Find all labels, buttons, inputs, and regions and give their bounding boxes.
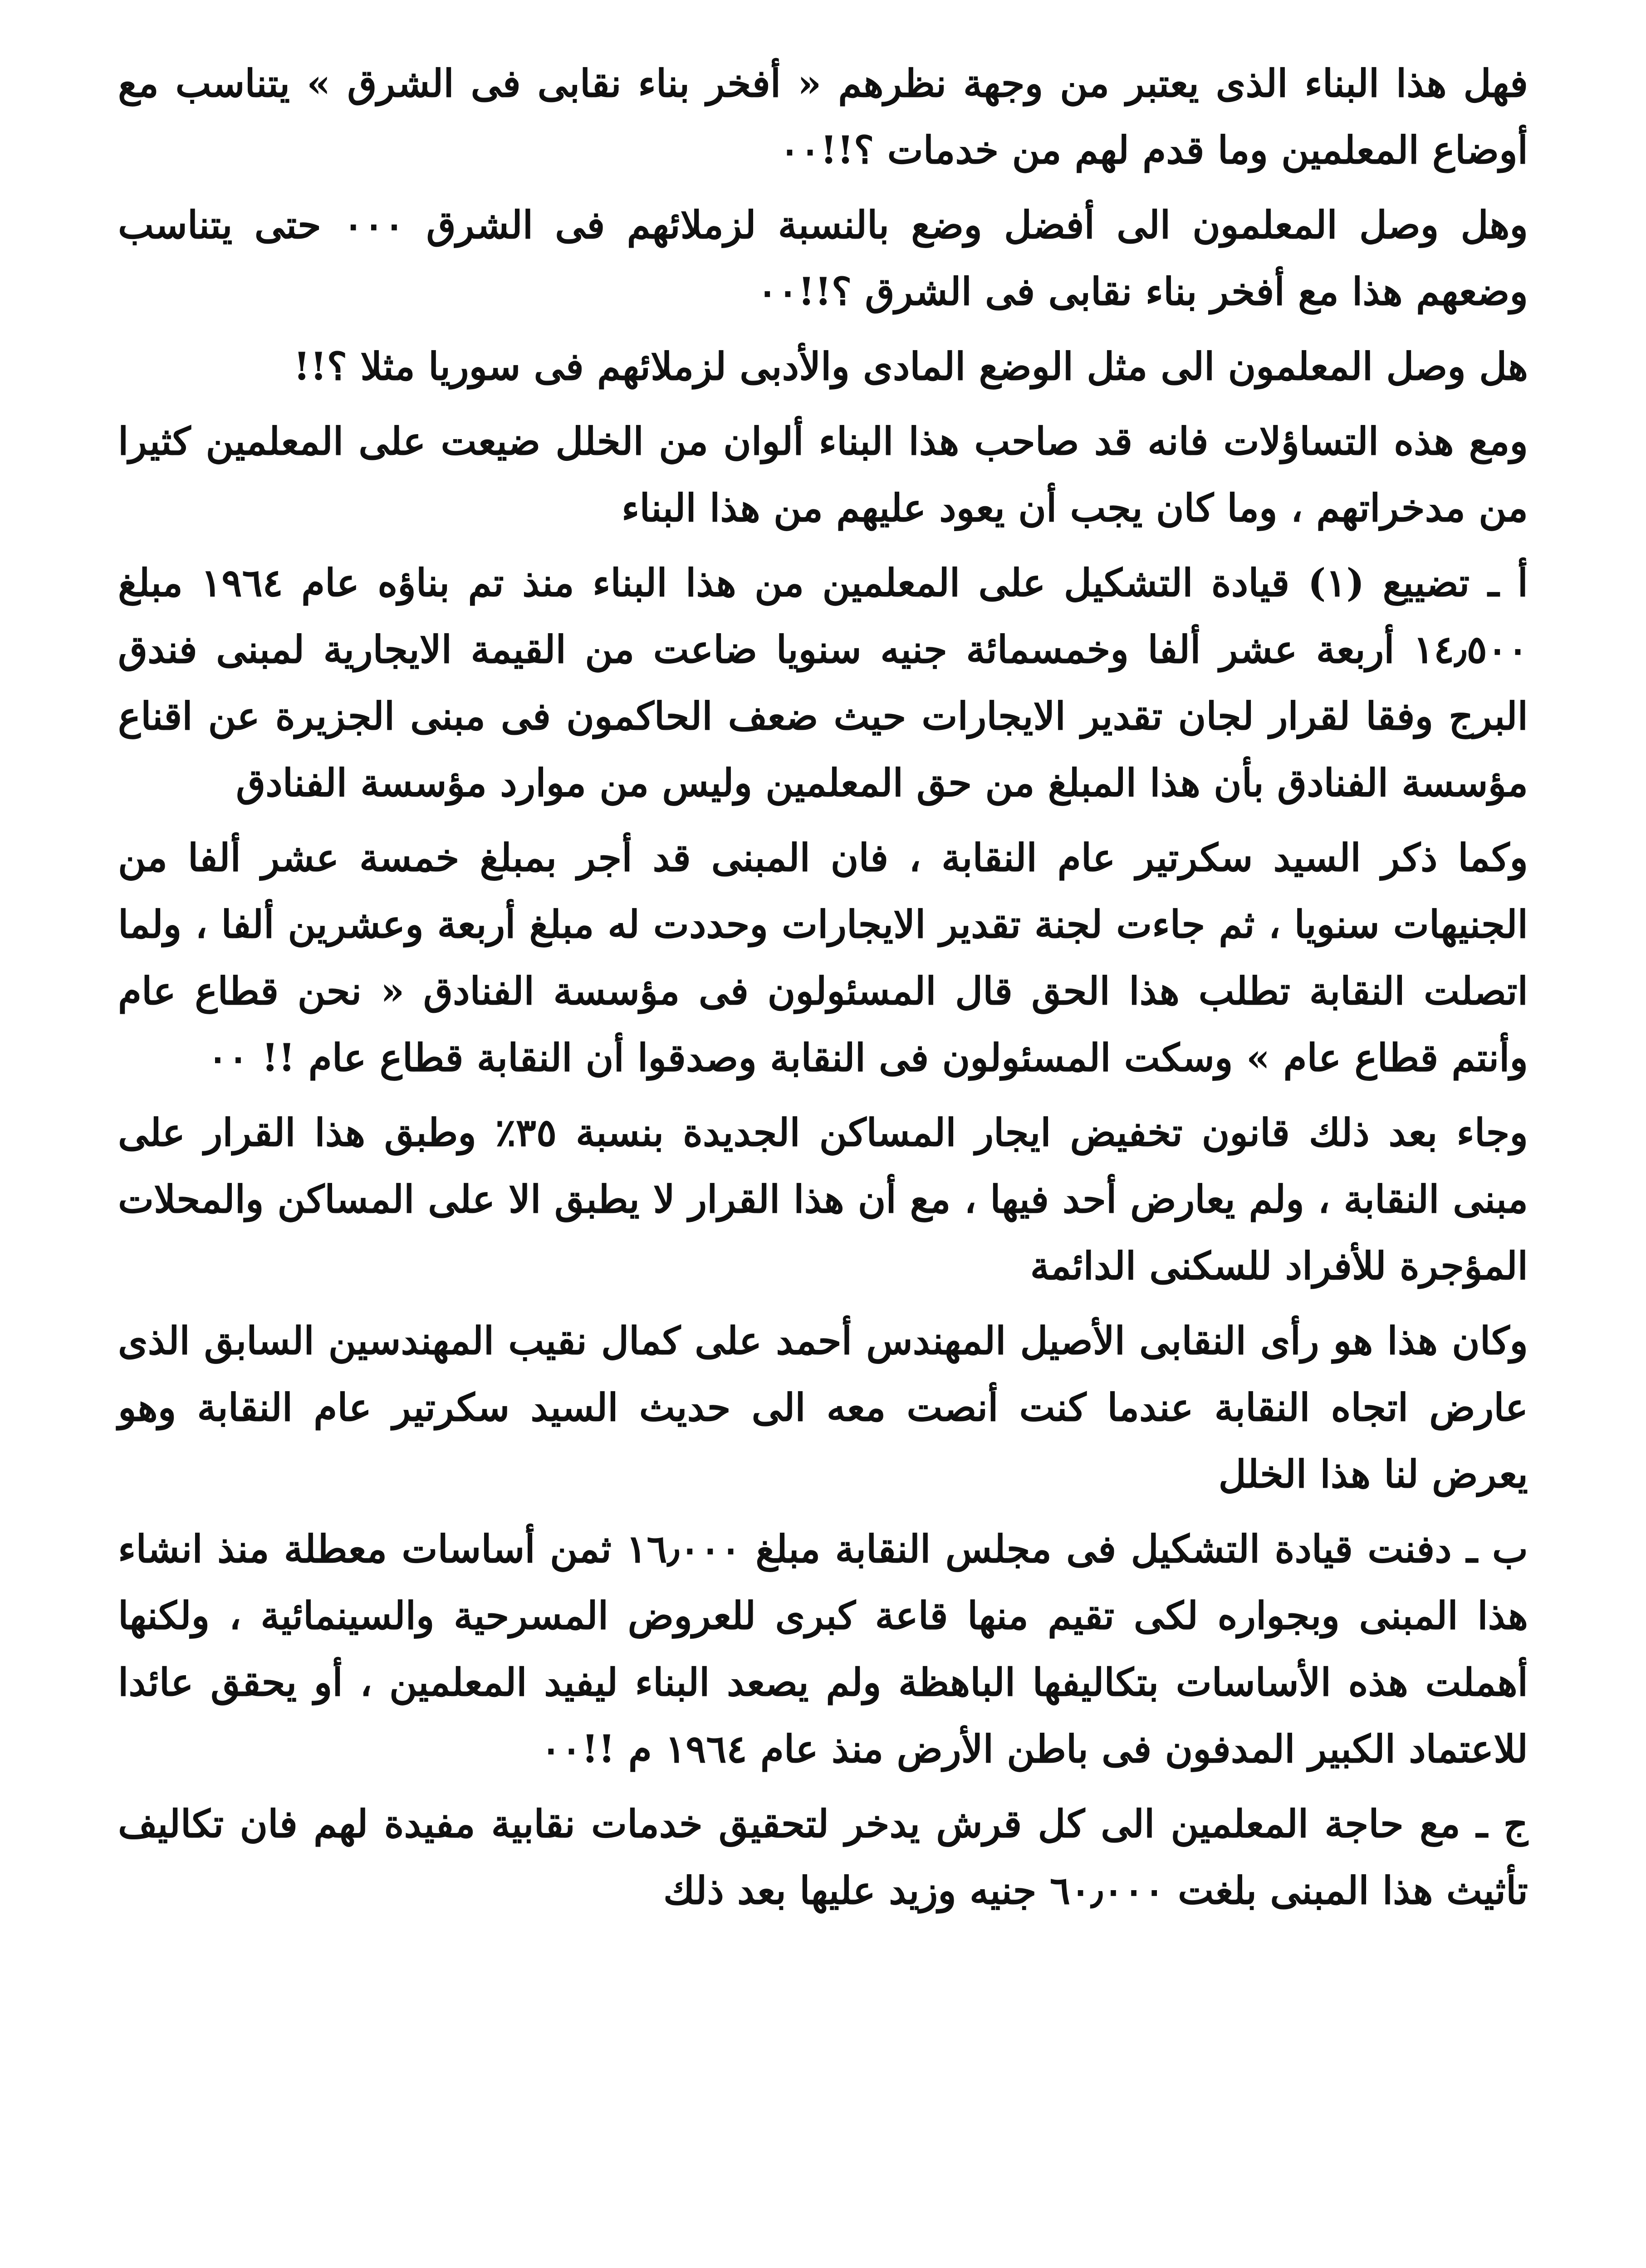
paragraph-1: فهل هذا البناء الذى يعتبر من وجهة نظرهم « أفخر بناء نقابى فى الشرق » يتناسب مع أوضاع المعلمين وما قدم لهم من خدمات ؟!!٠٠ [118, 61, 1528, 172]
paragraph-8: وكان هذا هو رأى النقابى الأصيل المهندس أحمد على كمال نقيب المهندسين السابق الذى عارض اتجاه النقابة عندما كنت أنصت معه الى حديث السيد سكرتير عام النقابة وهو يعرض لنا هذا الخلل [118, 1318, 1528, 1496]
paragraph-7: وجاء بعد ذلك قانون تخفيض ايجار المساكن الجديدة بنسبة ٣٥٪ وطبق هذا القرار على مبنى النقابة ، ولم يعارض أحد فيها ، مع أن هذا القرار لا يطبق الا على المساكن والمحلات المؤجرة للأفراد للسكنى الدائمة [118, 1110, 1528, 1288]
paragraph-6: وكما ذكر السيد سكرتير عام النقابة ، فان المبنى قد أجر بمبلغ خمسة عشر ألفا من الجنيهات سنويا ، ثم جاءت لجنة تقدير الايجارات وحددت له مبلغ أربعة وعشرين ألفا ، ولما اتصلت النقابة تطلب هذا الحق قال المسئولون فى مؤسسة الفنادق « نحن قطاع عام وأنتم قطاع عام » وسكت المسئولون فى النقابة وصدقوا أن النقابة قطاع عام !! ٠٠ [118, 835, 1528, 1080]
paragraph-9: ب ـ دفنت قيادة التشكيل فى مجلس النقابة مبلغ ١٦٫٠٠٠ ثمن أساسات معطلة منذ انشاء هذا المبنى وبجواره لكى تقيم منها قاعة كبرى للعروض المسرحية والسينمائية ، ولكنها أهملت هذه الأساسات بتكاليفها الباهظة ولم يصعد البناء ليفيد المعلمين ، أو يحقق عائدا للاعتماد الكبير المدفون فى باطن الأرض منذ عام ١٩٦٤ م !!٠٠ [118, 1526, 1528, 1771]
paragraph-3: هل وصل المعلمون الى مثل الوضع المادى والأدبى لزملائهم فى سوريا مثلا ؟!! [293, 344, 1528, 389]
paragraph-5: أ ـ تضييع (١) قيادة التشكيل على المعلمين من هذا البناء منذ تم بناؤه عام ١٩٦٤ مبلغ ١٤٫٥٠٠ أربعة عشر ألفا وخمسمائة جنيه سنويا ضاعت من القيمة الايجارية لمبنى فندق البرج وفقا لقرار لجان تقدير الايجارات حيث ضعف الحاكمون فى مبنى الجزيرة عن اقناع مؤسسة الفنادق بأن هذا المبلغ من حق المعلمين وليس من موارد مؤسسة الفنادق [118, 560, 1528, 805]
body-text [118, 50, 1528, 1924]
paragraph-10: ج ـ مع حاجة المعلمين الى كل قرش يدخر لتحقيق خدمات نقابية مفيدة لهم فان تكاليف تأثيث هذا المبنى بلغت ٦٠٫٠٠٠ جنيه وزيد عليها بعد ذلك [118, 1801, 1528, 1913]
paragraph-4: ومع هذه التساؤلات فانه قد صاحب هذا البناء ألوان من الخلل ضيعت على المعلمين كثيرا من مدخراتهم ، وما كان يجب أن يعود عليهم من هذا البناء [118, 419, 1528, 530]
paragraph-2: وهل وصل المعلمون الى أفضل وضع بالنسبة لزملائهم فى الشرق ٠٠٠ حتى يتناسب وضعهم هذا مع أفخر بناء نقابى فى الشرق ؟!!٠٠ [118, 202, 1528, 314]
